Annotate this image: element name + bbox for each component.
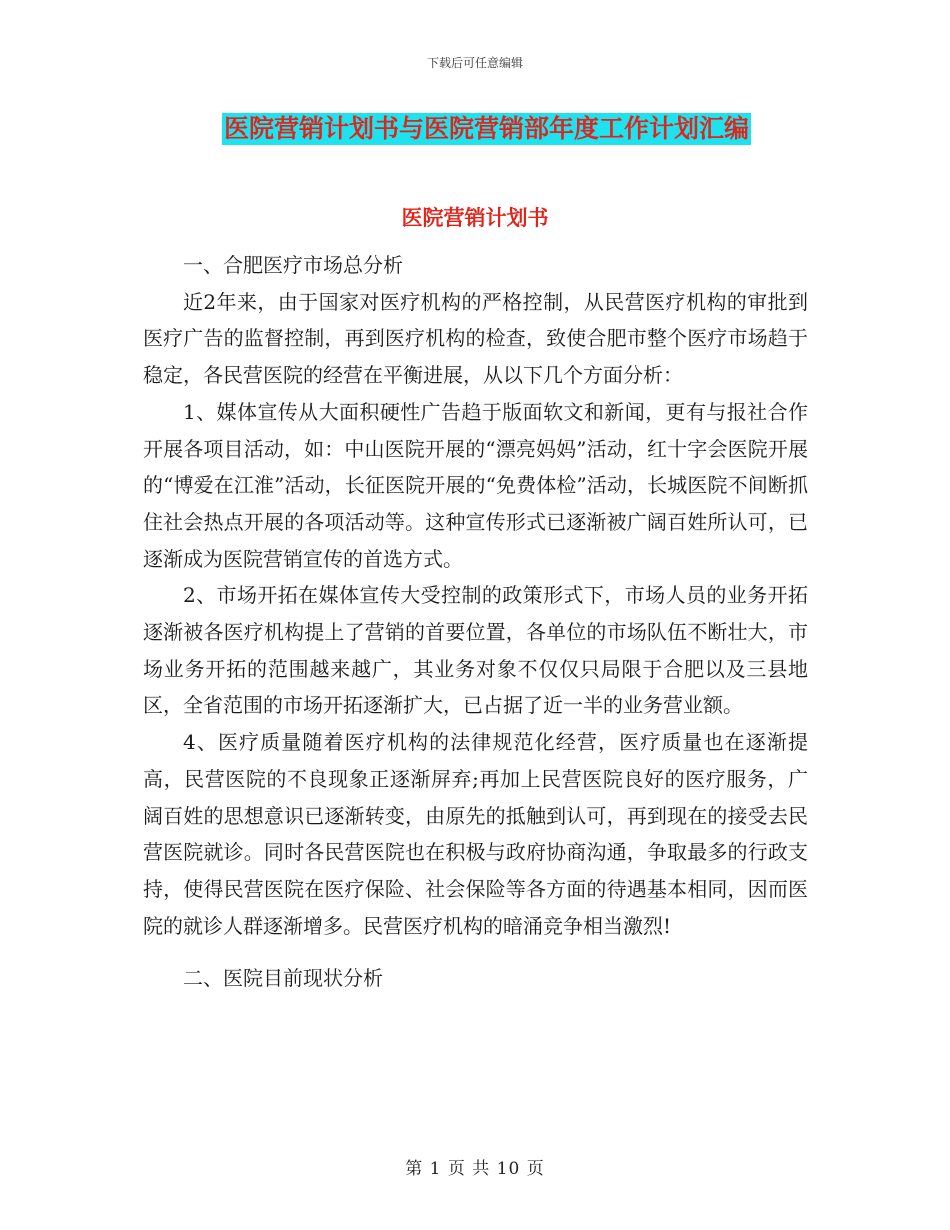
paragraph-market-expansion: 2、市场开拓在媒体宣传大受控制的政策形式下，市场人员的业务开拓逐渐被各医疗机构提上了营销的首要位置，各单位的市场队伍不断壮大，市场业务开拓的范围越来越广，其业务对象不仅仅只局限于合肥以及三县地区，全省范围的市场开拓逐渐扩大，已占据了近一半的业务营业额。 — [143, 583, 808, 718]
heading-market-analysis: 一、合肥医疗市场总分析 — [183, 253, 403, 277]
paragraph-medical-quality: 4、医疗质量随着医疗机构的法律规范化经营，医疗质量也在逐渐提高，民营医院的不良现象正逐渐屏弃;再加上民营医院良好的医疗服务，广阔百姓的思想意识已逐渐转变，由原先的抵触到认可，再到现在的接受去民营医院就诊。同时各民营医院也在积极与政府协商沟通，争取最多的行政支持，使得民营医院在医疗保险、社会保险等各方面的待遇基本相同，因而医院的就诊人群逐渐增多。民营医疗机构的暗涌竞争相当激烈! — [143, 730, 808, 938]
document-title: 医院营销计划书与医院营销部年度工作计划汇编 — [224, 114, 750, 143]
heading-current-status: 二、医院目前现状分析 — [183, 966, 383, 991]
section-title: 医院营销计划书 — [401, 206, 549, 230]
header-note: 下载后可任意编辑 — [426, 56, 523, 70]
document-body — [143, 247, 808, 997]
paragraph-media: 1、媒体宣传从大面积硬性广告趋于版面软文和新闻，更有与报社合作开展各项目活动，如：中山医院开展的“漂亮妈妈”活动，红十字会医院开展的“博爱在江淮”活动，长征医院开展的“免费体检”活动，长城医院不间断抓住社会热点开展的各项活动等。这种宣传形式已逐渐被广阔百姓所认可，已逐渐成为医院营销宣传的首选方式。 — [143, 399, 808, 571]
page-footer: 第 1 页 共 10 页 — [405, 1159, 545, 1179]
paragraph-intro: 近2年来，由于国家对医疗机构的严格控制，从民营医疗机构的审批到医疗广告的监督控制，再到医疗机构的检查，致使合肥市整个医疗市场趋于稳定，各民营医院的经营在平衡进展，从以下几个方面分析： — [143, 289, 808, 388]
